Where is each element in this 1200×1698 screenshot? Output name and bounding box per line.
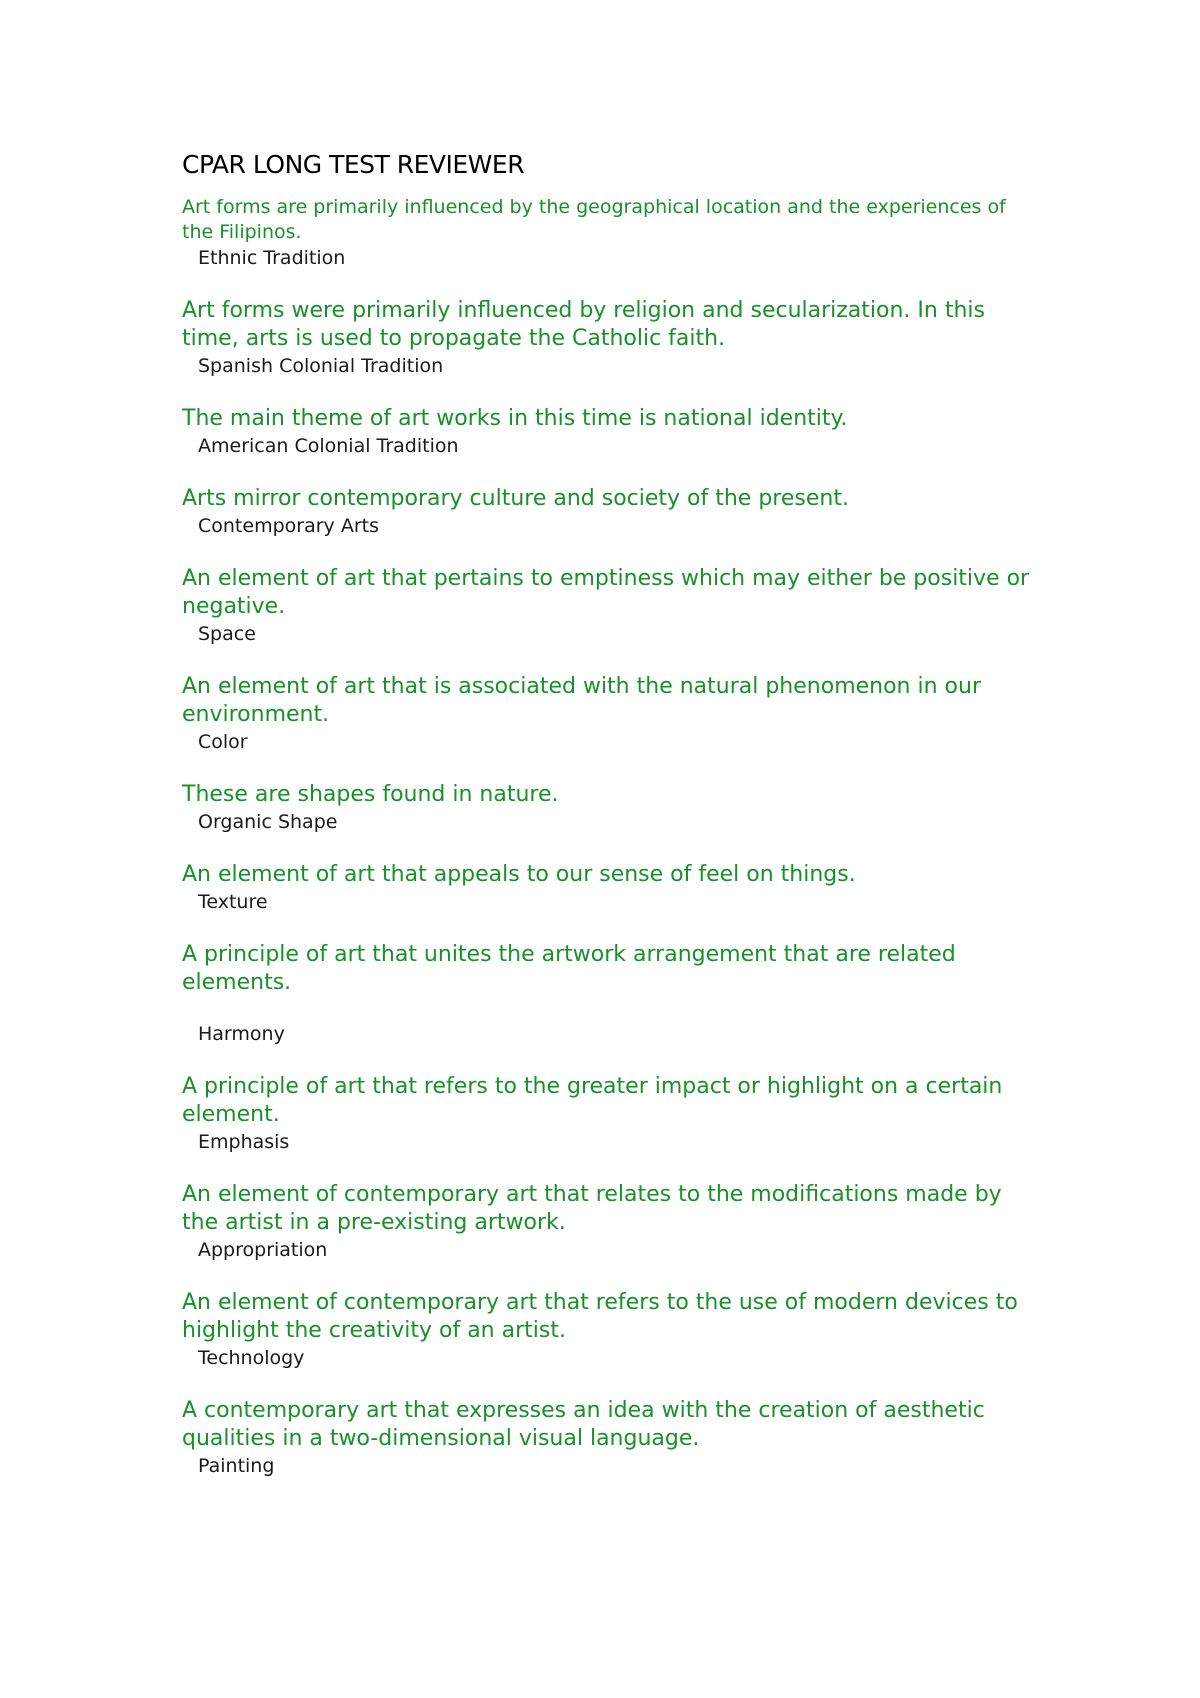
answer-text: American Colonial Tradition	[198, 435, 459, 457]
answer-text: Appropriation	[198, 1239, 328, 1261]
answer-text: Space	[198, 623, 256, 645]
question-text: An element of art that appeals to our sense of feel on things.	[182, 862, 856, 887]
answer-text: Contemporary Arts	[198, 515, 379, 537]
reviewer-item	[182, 1289, 1042, 1371]
question-text: A principle of art that unites the artwork arrangement that are related elements.	[182, 942, 956, 995]
question-text: An element of art that pertains to emptiness which may either be positive or negative.	[182, 566, 1030, 619]
question-text: Arts mirror contemporary culture and society of the present.	[182, 486, 849, 511]
reviewer-item	[182, 861, 1042, 915]
reviewer-item	[182, 941, 1042, 1047]
question-text: An element of contemporary art that relates to the modifications made by the artist in a pre-existing artwork.	[182, 1182, 1002, 1235]
reviewer-item	[182, 673, 1042, 755]
question-text: The main theme of art works in this time is national identity.	[182, 406, 848, 431]
answer-text: Ethnic Tradition	[198, 247, 346, 269]
question-text: Art forms are primarily influenced by the geographical location and the experiences of the Filipinos.	[182, 196, 1006, 243]
question-text: An element of art that is associated with the natural phenomenon in our environment.	[182, 674, 981, 727]
reviewer-item	[182, 297, 1042, 379]
answer-text: Spanish Colonial Tradition	[198, 355, 444, 377]
reviewer-item	[182, 405, 1042, 459]
reviewer-item	[182, 485, 1042, 539]
answer-text: Technology	[198, 1347, 305, 1369]
document-page	[182, 150, 1042, 1505]
answer-text: Texture	[198, 891, 268, 913]
reviewer-item	[182, 1181, 1042, 1263]
document-title: CPAR LONG TEST REVIEWER	[182, 150, 525, 179]
question-text: A principle of art that refers to the greater impact or highlight on a certain element.	[182, 1074, 1003, 1127]
answer-text: Organic Shape	[198, 811, 338, 833]
question-text: These are shapes found in nature.	[182, 782, 559, 807]
question-text: A contemporary art that expresses an idea with the creation of aesthetic qualities in a two-dimensional visual language.	[182, 1398, 985, 1451]
question-text: Art forms were primarily influenced by religion and secularization. In this time, arts is used to propagate the Catholic faith.	[182, 298, 985, 351]
answer-text: Painting	[198, 1455, 275, 1477]
reviewer-item	[182, 565, 1042, 647]
reviewer-item	[182, 1397, 1042, 1479]
reviewer-item	[182, 1073, 1042, 1155]
answer-text: Color	[198, 731, 248, 753]
reviewer-item	[182, 195, 1042, 271]
question-text: An element of contemporary art that refers to the use of modern devices to highlight the creativity of an artist.	[182, 1290, 1018, 1343]
answer-text: Emphasis	[198, 1131, 290, 1153]
reviewer-item	[182, 781, 1042, 835]
answer-text: Harmony	[198, 1023, 285, 1045]
